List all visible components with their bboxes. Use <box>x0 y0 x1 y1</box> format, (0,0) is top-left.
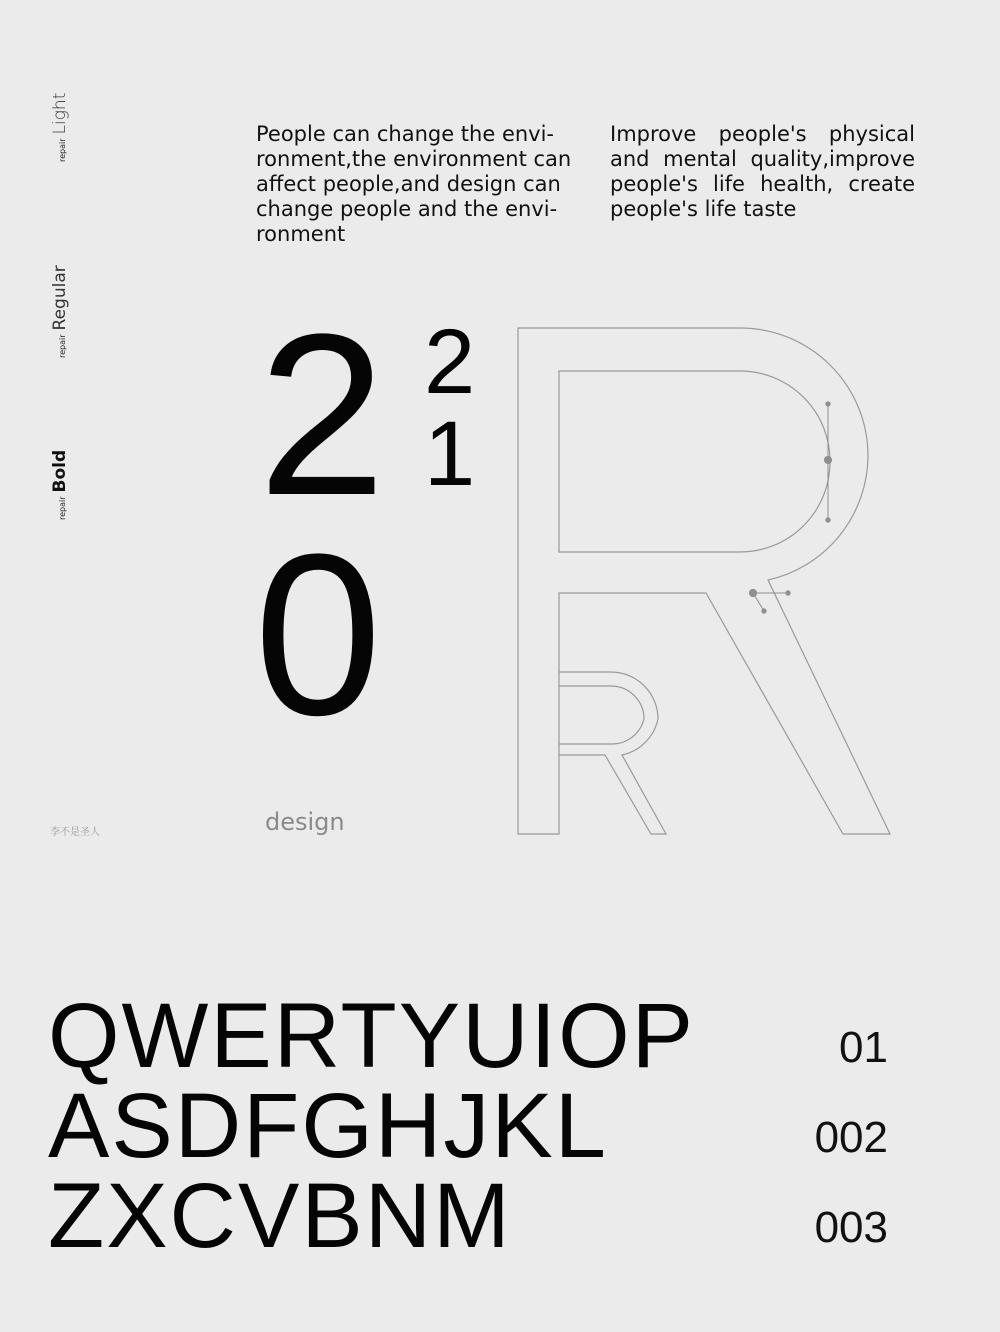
big-r-counter <box>559 371 830 552</box>
row-number-1: 01 <box>839 1023 888 1072</box>
weight-small-regular: repair <box>58 334 67 358</box>
year-digit-small-1: 1 <box>424 403 476 505</box>
year-digit-small-2: 2 <box>424 311 476 413</box>
handle-point-top <box>826 402 830 406</box>
alphabet-row-3: ZXCVBNM <box>48 1165 512 1267</box>
weight-name-regular: Regular <box>50 265 70 331</box>
handle-point-bottom <box>826 518 830 522</box>
weight-small-light: repair <box>58 138 67 162</box>
design-word: design <box>265 808 345 836</box>
weight-small-bold: repair <box>58 496 67 520</box>
anchor-point-leg <box>749 589 756 596</box>
row-number-2: 002 <box>814 1113 888 1162</box>
alphabet-row-1: QWERTYUIOP <box>48 985 696 1087</box>
handle-point-right <box>786 591 790 595</box>
big-r-outer <box>518 328 890 834</box>
row-number-3: 003 <box>814 1203 888 1252</box>
year-digit-big-0: 0 <box>254 506 382 763</box>
weight-name-bold: Bold <box>50 449 70 493</box>
anchor-point-bowl <box>824 456 831 463</box>
author-credit: 李不是圣人 <box>50 827 100 838</box>
small-r-outer <box>559 672 666 834</box>
alphabet-row-2: ASDFGHJKL <box>48 1075 608 1177</box>
paragraph-left: People can change the envi-ronment,the environment can affect people,and design can change people and the envi-ronment <box>256 122 572 246</box>
small-r-counter <box>559 686 644 744</box>
weight-name-light: Light <box>50 92 70 135</box>
paragraph-right: Improve people's physical and mental quality,improve people's life health, create people's life taste <box>610 122 915 221</box>
handle-point-down <box>762 609 766 613</box>
year-digit-big-2: 2 <box>258 286 386 543</box>
